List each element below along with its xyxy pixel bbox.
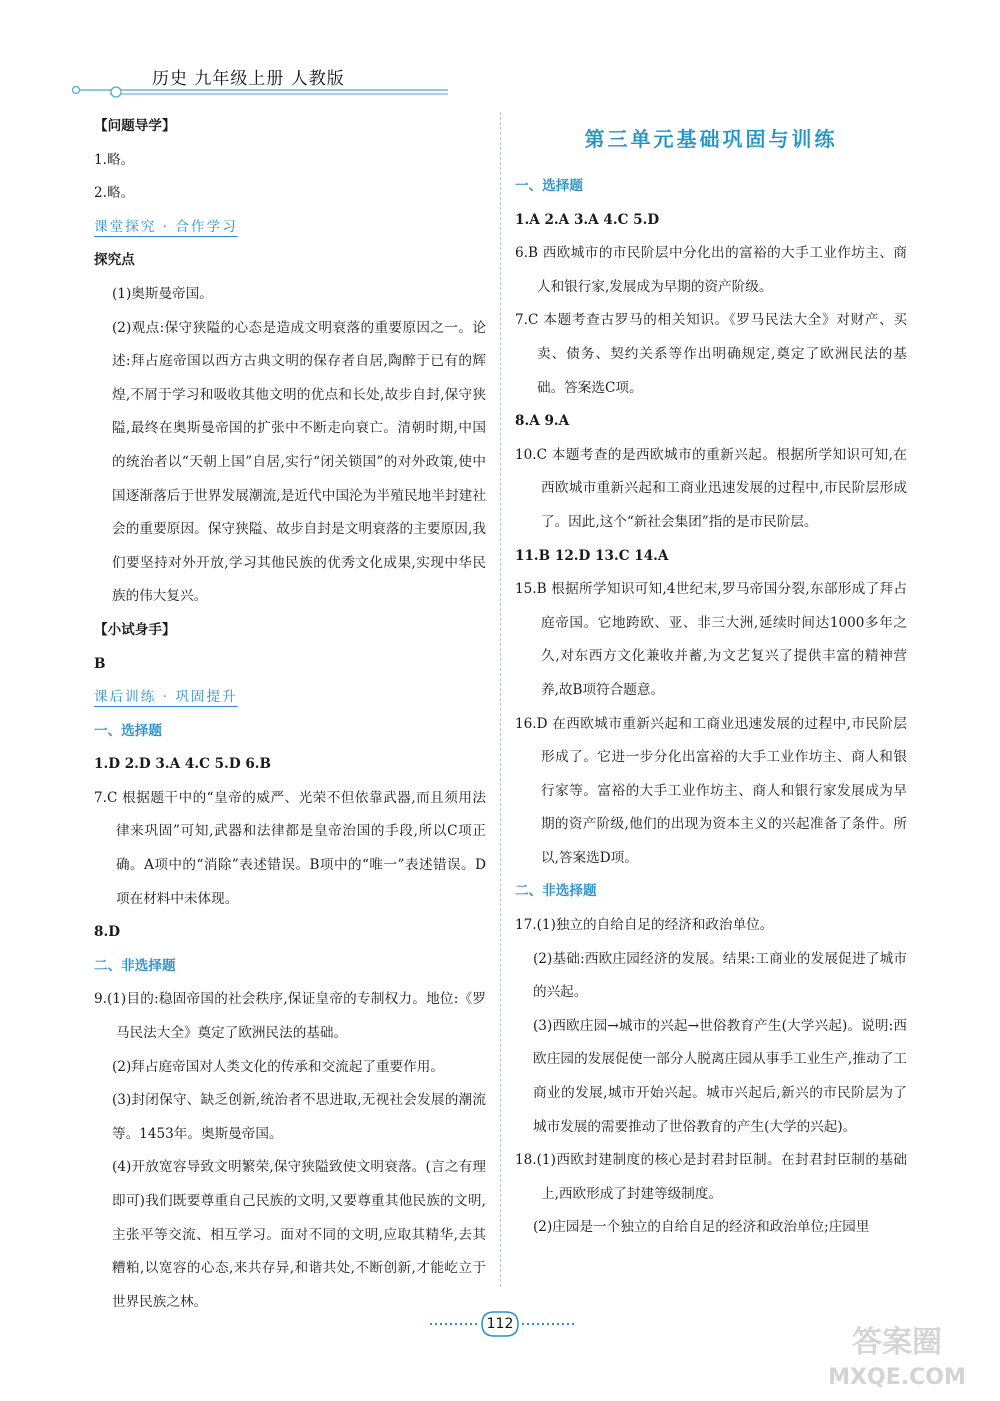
- answer-paragraph: (3)西欧庄园→城市的兴起→世俗教育产生(大学兴起)。说明:西欧庄园的发展促使一部分人脱离庄园从事手工业生产,推动了工商业的发展,城市开始兴起。城市兴起后,新兴的市民阶层为了城市发展的需要推动了世俗教育的产生(大学的兴起)。: [533, 1017, 907, 1135]
- right-column: [515, 110, 907, 1245]
- answer-paragraph: (2)基础:西欧庄园经济的发展。结果:工商业的发展促进了城市的兴起。: [533, 950, 907, 1001]
- answer-paragraph: 17.(1)独立的自给自足的经济和政治单位。: [515, 917, 774, 934]
- answer-paragraph: (2)拜占庭帝国对人类文化的传承和交流起了重要作用。: [112, 1058, 444, 1075]
- answer-paragraph: (2)观点:保守狭隘的心态是造成文明衰落的重要原因之一。论述:拜占庭帝国以西方古典文明的保存者自居,陶醉于已有的辉煌,不屑于学习和吸收其他文明的优点和长处,故步自封,保守狭隘,最终在奥斯曼帝国的扩张中不断走向衰亡。清朝时期,中国的统治者以“天朝上国”自居,实行“闭关锁国”的对外政策,使中国逐渐落后于世界发展潮流,是近代中国沦为半殖民地半封建社会的重要原因。保守狭隘、故步自封是文明衰落的主要原因,我们要坚持对外开放,学习其他民族的优秀文化成果,实现中华民族的伟大复兴。: [112, 319, 486, 605]
- answer-paragraph: 18.(1)西欧封建制度的核心是封君封臣制。在封君封臣制的基础上,西欧形成了封建等级制度。: [515, 1152, 907, 1202]
- subsection-choice: 一、选择题: [515, 178, 583, 194]
- svg-text:MXQE.COM: MXQE.COM: [828, 1365, 966, 1390]
- answer-line: 11.B 12.D 13.C 14.A: [515, 547, 669, 564]
- svg-text:答案圈: 答案圈: [852, 1325, 942, 1360]
- answer-paragraph: 15.B 根据所学知识可知,4世纪末,罗马帝国分裂,东部形成了拜占庭帝国。它地跨欧、亚、非三大洲,延续时间达1000多年之久,对东西方文化兼收并蓄,为文艺复兴了提供丰富的精神营养,故B项符合题意。: [515, 581, 907, 698]
- answer-paragraph: 16.D 在西欧城市重新兴起和工商业迅速发展的过程中,市民阶层形成了。它进一步分化出富裕的大手工业作坊主、商人和银行家等。富裕的大手工业作坊主、商人和银行家发展成为早期的资产阶级,他们的出现为资本主义的兴起准备了条件。所以,答案选D项。: [515, 715, 907, 866]
- answer-paragraph: 6.B 西欧城市的市民阶层中分化出的富裕的大手工业作坊主、商人和银行家,发展成为早期的资产阶级。: [515, 245, 907, 295]
- answer-paragraph: (3)封闭保守、缺乏创新,统治者不思进取,无视社会发展的潮流等。1453年。奥斯曼帝国。: [112, 1092, 486, 1142]
- answer-line: 8.D: [94, 924, 120, 941]
- left-column: [94, 110, 486, 1319]
- column-divider: [500, 112, 501, 1287]
- answer-paragraph: (4)开放宽容导致文明繁荣,保守狭隘致使文明衰落。(言之有理即可)我们既要尊重自己民族的文明,又要尊重其他民族的文明,主张平等交流、相互学习。面对不同的文明,应取其精华,去其糟粕,以宽容的心态,来共存异,和谐共处,不断创新,才能屹立于世界民族之林。: [112, 1159, 486, 1310]
- subsection-nonchoice: 二、非选择题: [515, 883, 597, 900]
- answer-paragraph: 10.C 本题考查的是西欧城市的重新兴起。根据所学知识可知,在西欧城市重新兴起和工商业迅速发展的过程中,市民阶层形成了。因此,这个“新社会集团”指的是市民阶层。: [515, 446, 907, 530]
- header-title: 历史 九年级上册 人教版: [152, 69, 345, 89]
- subsection-nonchoice: 二、非选择题: [94, 957, 176, 974]
- section-ketang: 课堂探究 · 合作学习: [94, 218, 238, 235]
- heading-wenti: 【问题导学】: [94, 118, 176, 134]
- answer-paragraph: 7.C 本题考查古罗马的相关知识。《罗马民法大全》对财产、买卖、债务、契约关系等作出明确规定,奠定了欧洲民法的基础。答案选C项。: [515, 312, 907, 396]
- answer-paragraph: (1)奥斯曼帝国。: [112, 285, 213, 302]
- answer-line: 1.略。: [94, 151, 135, 168]
- answer-line: 8.A 9.A: [515, 413, 570, 430]
- page-number: 112: [486, 1316, 514, 1332]
- answer-line: 1.D 2.D 3.A 4.C 5.D 6.B: [94, 756, 272, 773]
- heading-tanjiudian: 探究点: [94, 252, 135, 269]
- answer-paragraph: 9.(1)目的:稳固帝国的社会秩序,保证皇帝的专制权力。地位:《罗马民法大全》奠定了欧洲民法的基础。: [94, 991, 486, 1042]
- subsection-choice: 一、选择题: [94, 722, 162, 739]
- unit-title: 第三单元基础巩固与训练: [584, 127, 838, 151]
- running-header: [70, 60, 450, 100]
- watermark-logo: [822, 1316, 972, 1392]
- answer-line: 2.略。: [94, 185, 135, 202]
- heading-xiaoshi: 【小试身手】: [94, 621, 176, 638]
- answer-line: B: [94, 655, 106, 672]
- answer-paragraph: 7.C 根据题干中的“皇帝的威严、光荣不但依靠武器,而且须用法律来巩固”可知,武器和法律都是皇帝治国的手段,所以C项正确。A项中的“消除”表述错误。B项中的“唯一”表述错误。D项在材料中未体现。: [94, 789, 486, 907]
- answer-line: 1.A 2.A 3.A 4.C 5.D: [515, 211, 660, 228]
- section-kehou: 课后训练 · 巩固提升: [94, 689, 238, 706]
- answer-paragraph: (2)庄园是一个独立的自给自足的经济和政治单位;庄园里: [533, 1219, 870, 1236]
